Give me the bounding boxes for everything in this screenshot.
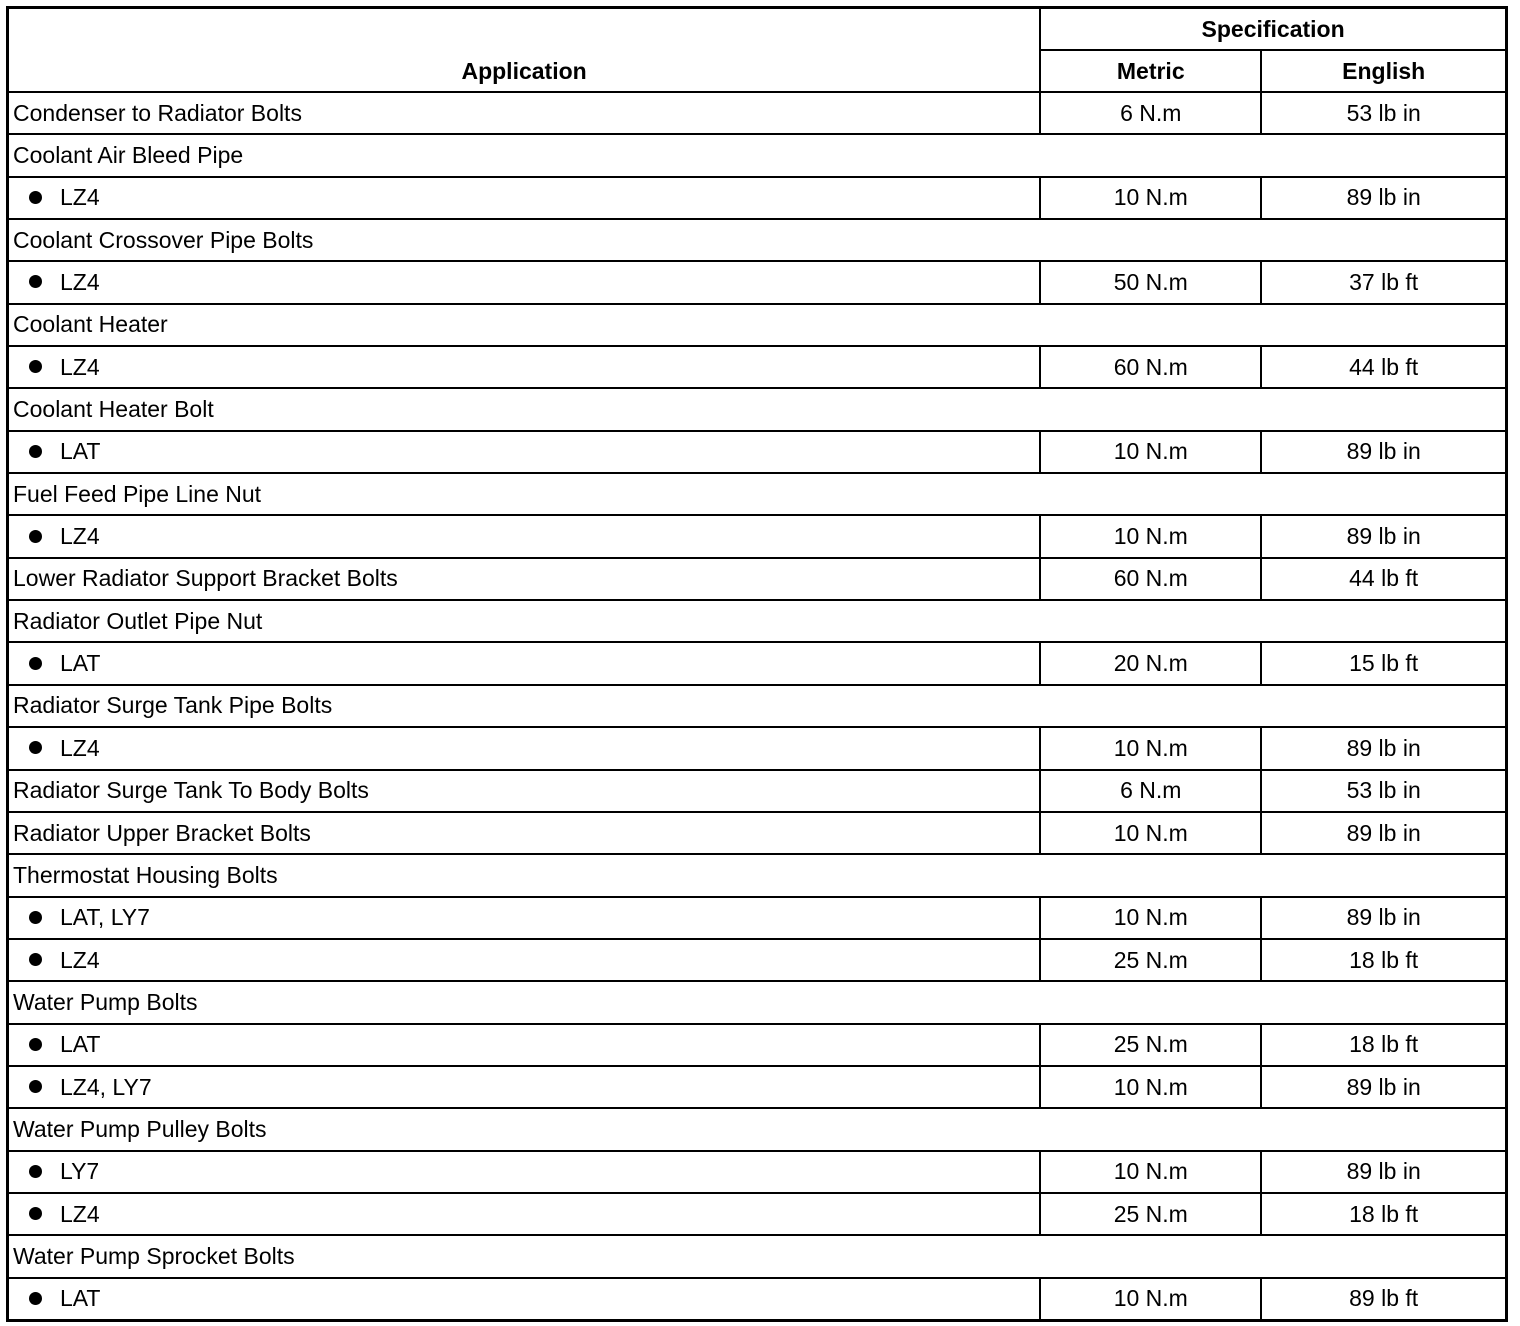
bullet-icon — [29, 657, 42, 670]
group-label: Coolant Heater Bolt — [8, 388, 1507, 430]
english-value: 53 lb in — [1261, 92, 1506, 134]
metric-value: 10 N.m — [1040, 1278, 1261, 1321]
table-row — [8, 1151, 1507, 1193]
group-row — [8, 304, 1507, 346]
english-value: 89 lb in — [1261, 431, 1506, 473]
variant-cell — [8, 1066, 1041, 1108]
engine-code-label: LZ4 — [60, 946, 100, 973]
english-value: 15 lb ft — [1261, 642, 1506, 684]
english-value: 37 lb ft — [1261, 261, 1506, 303]
english-value: 44 lb ft — [1261, 346, 1506, 388]
engine-code-label: LAT — [60, 650, 101, 677]
variant-cell — [8, 1151, 1041, 1193]
group-row — [8, 219, 1507, 261]
metric-value: 60 N.m — [1040, 346, 1261, 388]
bullet-icon — [29, 445, 42, 458]
bullet-icon — [29, 275, 42, 288]
engine-code-label: LZ4, LY7 — [60, 1073, 152, 1100]
metric-value: 10 N.m — [1040, 897, 1261, 939]
metric-value: 20 N.m — [1040, 642, 1261, 684]
metric-value: 10 N.m — [1040, 177, 1261, 219]
table-row — [8, 431, 1507, 473]
table-row — [8, 642, 1507, 684]
group-label: Coolant Air Bleed Pipe — [8, 134, 1507, 176]
bullet-icon — [29, 1080, 42, 1093]
variant-cell — [8, 1278, 1041, 1321]
english-header: English — [1261, 50, 1506, 92]
engine-code-label: LZ4 — [60, 184, 100, 211]
table-row — [8, 1024, 1507, 1066]
application-header: Application — [8, 8, 1041, 93]
application-cell — [8, 812, 1041, 854]
metric-value: 10 N.m — [1040, 515, 1261, 557]
engine-code-label: LZ4 — [60, 1200, 100, 1227]
group-label: Water Pump Pulley Bolts — [8, 1108, 1507, 1150]
metric-value: 25 N.m — [1040, 939, 1261, 981]
group-row — [8, 685, 1507, 727]
specification-header: Specification — [1040, 8, 1506, 51]
table-row — [8, 727, 1507, 769]
engine-code-label: LAT, LY7 — [60, 904, 150, 931]
table-row — [8, 558, 1507, 600]
engine-code-label: LZ4 — [60, 523, 100, 550]
metric-value: 10 N.m — [1040, 1066, 1261, 1108]
group-row — [8, 1108, 1507, 1150]
english-value: 18 lb ft — [1261, 1024, 1506, 1066]
variant-cell — [8, 1193, 1041, 1235]
application-label: Condenser to Radiator Bolts — [13, 99, 302, 126]
english-value: 89 lb ft — [1261, 1278, 1506, 1321]
english-value: 89 lb in — [1261, 812, 1506, 854]
english-value: 89 lb in — [1261, 1151, 1506, 1193]
bullet-icon — [29, 1165, 42, 1178]
english-value: 89 lb in — [1261, 515, 1506, 557]
english-value: 89 lb in — [1261, 897, 1506, 939]
english-value: 18 lb ft — [1261, 939, 1506, 981]
bullet-icon — [29, 530, 42, 543]
table-row — [8, 515, 1507, 557]
group-row — [8, 854, 1507, 896]
metric-value: 10 N.m — [1040, 727, 1261, 769]
metric-value: 25 N.m — [1040, 1193, 1261, 1235]
engine-code-label: LZ4 — [60, 269, 100, 296]
bullet-icon — [29, 911, 42, 924]
group-label: Coolant Heater — [8, 304, 1507, 346]
english-value: 89 lb in — [1261, 177, 1506, 219]
application-cell — [8, 558, 1041, 600]
metric-value: 6 N.m — [1040, 770, 1261, 812]
application-cell — [8, 92, 1041, 134]
group-label: Fuel Feed Pipe Line Nut — [8, 473, 1507, 515]
table-row — [8, 346, 1507, 388]
group-row — [8, 1235, 1507, 1277]
application-label: Lower Radiator Support Bracket Bolts — [13, 565, 398, 592]
bullet-icon — [29, 1292, 42, 1305]
variant-cell — [8, 727, 1041, 769]
table-row — [8, 1066, 1507, 1108]
metric-value: 25 N.m — [1040, 1024, 1261, 1066]
english-value: 18 lb ft — [1261, 1193, 1506, 1235]
engine-code-label: LAT — [60, 1285, 101, 1312]
metric-value: 50 N.m — [1040, 261, 1261, 303]
group-label: Radiator Surge Tank Pipe Bolts — [8, 685, 1507, 727]
english-value: 89 lb in — [1261, 1066, 1506, 1108]
metric-value: 6 N.m — [1040, 92, 1261, 134]
group-label: Water Pump Bolts — [8, 981, 1507, 1023]
group-row — [8, 134, 1507, 176]
metric-value: 10 N.m — [1040, 431, 1261, 473]
engine-code-label: LZ4 — [60, 353, 100, 380]
english-value: 53 lb in — [1261, 770, 1506, 812]
metric-value: 10 N.m — [1040, 812, 1261, 854]
engine-code-label: LAT — [60, 1031, 101, 1058]
group-row — [8, 600, 1507, 642]
variant-cell — [8, 177, 1041, 219]
variant-cell — [8, 261, 1041, 303]
table-row — [8, 177, 1507, 219]
group-label: Coolant Crossover Pipe Bolts — [8, 219, 1507, 261]
metric-value: 60 N.m — [1040, 558, 1261, 600]
table-row — [8, 770, 1507, 812]
application-label: Radiator Upper Bracket Bolts — [13, 819, 311, 846]
table-row — [8, 939, 1507, 981]
bullet-icon — [29, 741, 42, 754]
bullet-icon — [29, 1207, 42, 1220]
engine-code-label: LY7 — [60, 1158, 100, 1185]
variant-cell — [8, 515, 1041, 557]
group-row — [8, 981, 1507, 1023]
variant-cell — [8, 897, 1041, 939]
table-row — [8, 1193, 1507, 1235]
engine-code-label: LAT — [60, 438, 101, 465]
variant-cell — [8, 346, 1041, 388]
group-label: Water Pump Sprocket Bolts — [8, 1235, 1507, 1277]
application-cell — [8, 770, 1041, 812]
metric-value: 10 N.m — [1040, 1151, 1261, 1193]
table-row — [8, 261, 1507, 303]
table-row — [8, 812, 1507, 854]
variant-cell — [8, 642, 1041, 684]
english-value: 44 lb ft — [1261, 558, 1506, 600]
bullet-icon — [29, 1038, 42, 1051]
table-row — [8, 1278, 1507, 1321]
table-row — [8, 897, 1507, 939]
english-value: 89 lb in — [1261, 727, 1506, 769]
application-label: Radiator Surge Tank To Body Bolts — [13, 777, 369, 804]
engine-code-label: LZ4 — [60, 734, 100, 761]
variant-cell — [8, 1024, 1041, 1066]
bullet-icon — [29, 360, 42, 373]
group-row — [8, 388, 1507, 430]
group-label: Thermostat Housing Bolts — [8, 854, 1507, 896]
variant-cell — [8, 939, 1041, 981]
group-label: Radiator Outlet Pipe Nut — [8, 600, 1507, 642]
metric-header: Metric — [1040, 50, 1261, 92]
bullet-icon — [29, 191, 42, 204]
group-row — [8, 473, 1507, 515]
bullet-icon — [29, 953, 42, 966]
variant-cell — [8, 431, 1041, 473]
spec-body — [8, 92, 1507, 1321]
torque-spec-table — [6, 6, 1508, 1322]
table-row — [8, 92, 1507, 134]
